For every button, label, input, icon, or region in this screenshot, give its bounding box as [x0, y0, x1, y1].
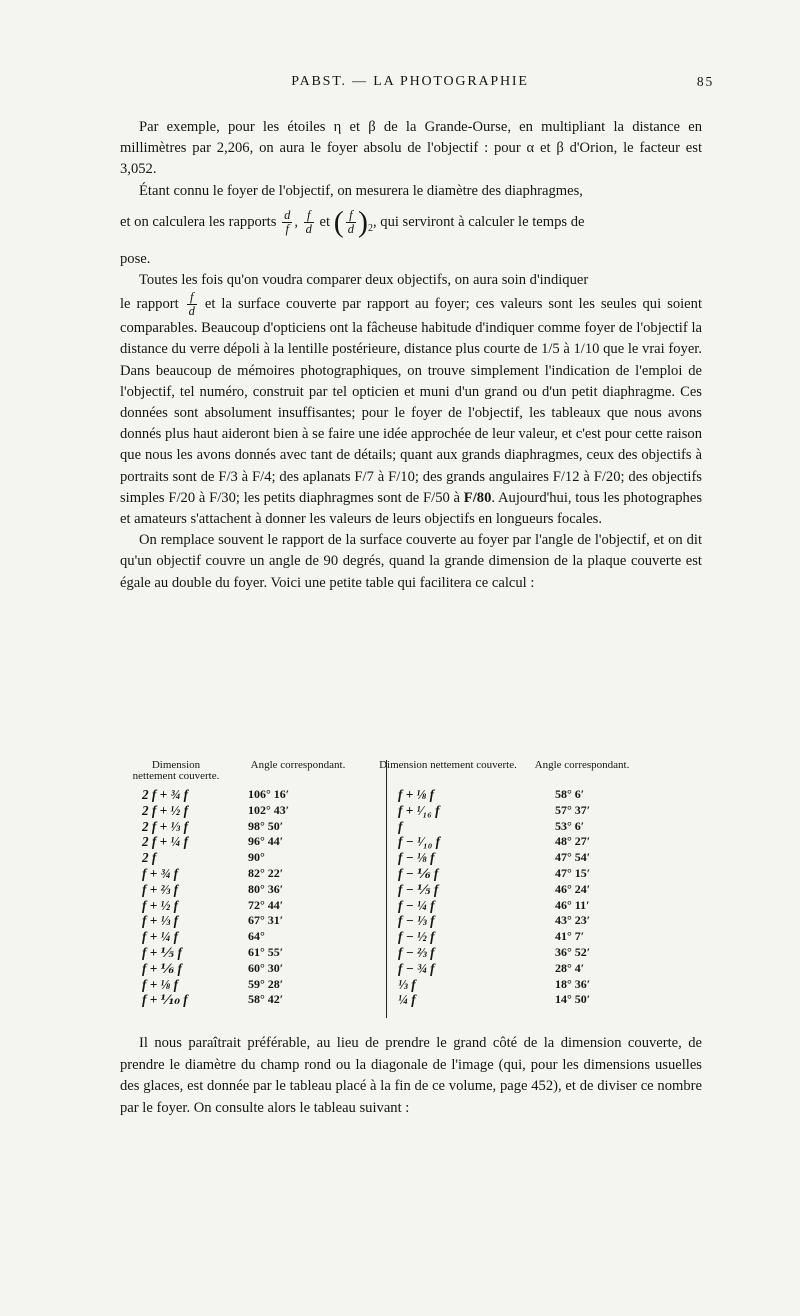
table-cell: f − ⅓ f: [398, 913, 435, 929]
table-cell: f − ½ f: [398, 929, 435, 945]
paragraph-example-stars: Par exemple, pour les étoiles η et β de la Grande-Ourse, en multipliant la distance en millimètres par 2,206, on aura le foyer absolu de l'objectif : pour α et β d'Orion, le facteur est 3,052.: [120, 119, 702, 178]
paragraph-diagonal-method: Il nous paraîtrait préférable, au lieu de prendre le grand côté de la dimension couverte, de prendre le diamètre du champ rond ou la diagonale de l'image (qui, pour les dimensions usuelles des glaces, est donnée par le tableau placé à la fin de ce volume, page 452), et de diviser ce nombre par le foyer. On consulte alors le tableau suivant :: [120, 1035, 702, 1116]
paragraph-end-pose: pose.: [120, 250, 151, 267]
table-cell: f + ⅕ f: [142, 944, 182, 960]
fraction-f-over-d-squared: $\frac{f}{d}$: [347, 207, 354, 236]
column-cells: [248, 787, 289, 1008]
paragraph-focal-ratios: Étant connu le foyer de l'objectif, on mesurera le diamètre des diaphragmes,: [139, 182, 583, 199]
table-cell: 57° 37′: [555, 802, 591, 817]
ratio-formula-line: et on calculera les rapports $\frac{d}{f}$ , $\frac{f}{d}$ et ( $\frac{f}{d}$ )$_2$, qui serviront à calculer le temps de: [120, 205, 585, 239]
table-cell: f + ⅛ f: [142, 976, 179, 992]
table-cell: 96° 44′: [248, 834, 284, 849]
table-cell: f + ⅔ f: [142, 881, 179, 897]
running-header: [120, 74, 714, 100]
table-cell: 2 f + ½ f: [142, 802, 188, 818]
table-cell: 41° 7′: [555, 929, 585, 944]
table-cell: f − ¹⁄₁₀ f: [398, 834, 441, 850]
table-cell: 59° 28′: [248, 976, 284, 991]
paragraph-compare-objectives: Toutes les fois qu'on voudra comparer deux objectifs, on aura soin d'indiquer: [139, 272, 589, 289]
table-cell: f − ⅙ f: [398, 865, 439, 881]
table-cell: 2 f + ¾ f: [142, 787, 188, 802]
fraction-f-over-d-ratio: $\frac{f}{d}$: [188, 290, 195, 319]
table-cell: 46° 24′: [555, 881, 591, 896]
paragraph-ratio-details: le rapport $\frac{f}{d}$ et la surface couverte par rapport au foyer; ces valeurs sont les seules qui soient comparables. Beaucoup d'opticiens ont la fâcheuse habitude d'indiquer comme foyer de l'objectif la distance du verre dépoli à la lentille postérieure, distance plus courte de 1/5 à 1/10 que le vrai foyer. Dans beaucoup de mémoires photographiques, on trouve simplement l'indication de l'emploi de l'objectif, tel numéro, construit par tel opticien et muni d'un grand ou d'un petit diaphragme. Ces données sont absolument insuffisantes; pour le foyer de l'objectif, les tableaux que nous avons donnés plus haut aideront bien à se faire une idée approchée de leur valeur, et c'est pour cette raison que nous les avons donnés avec tant de détails; quant aux grands diaphragmes, ceux des objectifs à portraits sont de F/3 à F/4; des aplanats F/7 à F/10; des grands angulaires F/12 à F/20; des objectifs simples F/20 à F/30; les petits diaphragmes sont de F/50 à F/80. Aujourd'hui, tous les photographes et amateurs s'attachent à donner les valeurs de leurs objectifs en longueurs focales.: [120, 290, 703, 528]
table-cell: 2 f + ¼ f: [142, 834, 188, 850]
column-cells: [142, 787, 188, 1008]
running-title: PABST. — LA PHOTOGRAPHIE: [291, 74, 529, 89]
column-header: Angle correspondant.: [534, 759, 630, 771]
table-cell: 61° 55′: [248, 944, 284, 959]
table-cell: 53° 6′: [555, 818, 585, 833]
table-cell: 48° 27′: [555, 834, 591, 849]
fraction-f-over-d: $\frac{f}{d}$: [305, 207, 312, 236]
table-cell: f + ⅒ f: [142, 992, 188, 1008]
table-cell: f: [398, 818, 403, 834]
table-cell: 82° 22′: [248, 865, 284, 880]
table-cell: 60° 30′: [248, 960, 284, 975]
bold-diaphragm-value: F/80: [463, 489, 492, 506]
table-divider: [386, 760, 387, 1018]
table-cell: f − ¾ f: [398, 960, 435, 976]
table-cell: 58° 6′: [555, 787, 585, 801]
table-cell: f + ½ f: [142, 897, 179, 913]
table-cell: 14° 50′: [555, 992, 591, 1007]
table-cell: 90°: [248, 850, 265, 865]
table-cell: 106° 16′: [248, 787, 290, 801]
column-header: Dimension nettement couverte.: [379, 759, 517, 771]
paragraph-angle-coverage: On remplace souvent le rapport de la surface couverte au foyer par l'angle de l'objectif, et on dit qu'un objectif couvre un angle de 90 degrés, quand la grande dimension de la plaque couverte est égale au double du foyer. Voici une petite table qui facilitera ce calcul :: [120, 532, 702, 591]
table-cell: f − ⅛ f: [398, 850, 435, 866]
table-cell: f − ⅕ f: [398, 881, 439, 897]
table-cell: f − ¼ f: [398, 897, 435, 913]
table-cell: 46° 11′: [555, 897, 590, 912]
table-cell: 67° 31′: [248, 913, 284, 928]
body-text-after-table: [120, 1033, 702, 1119]
table-cell: f − ⅔ f: [398, 944, 435, 960]
table-cell: 28° 4′: [555, 960, 585, 975]
column-cells: [555, 787, 590, 1008]
angle-table: [128, 760, 688, 1018]
table-cell: 80° 36′: [248, 881, 284, 896]
table-cell: ⅓ f: [398, 976, 416, 992]
table-cell: 102° 43′: [248, 802, 290, 817]
table-cell: 98° 50′: [248, 818, 284, 833]
table-cell: 2 f + ⅓ f: [142, 818, 188, 834]
table-cell: 58° 42′: [248, 992, 284, 1007]
table-cell: f + ⅓ f: [142, 913, 179, 929]
table-cell: 43° 23′: [555, 913, 591, 928]
table-cell: 2 f: [142, 850, 157, 866]
table-cell: 36° 52′: [555, 944, 591, 959]
table-cell: f + ¹⁄₁₆ f: [398, 802, 440, 818]
table-cell: f + ¾ f: [142, 865, 179, 881]
column-header: Angle correspondant.: [250, 759, 346, 771]
column-cells: [398, 787, 440, 1008]
table-cell: f + ¼ f: [142, 929, 179, 945]
table-cell: f + ⅙ f: [142, 960, 182, 976]
table-cell: ¼ f: [398, 992, 416, 1008]
body-text: [120, 117, 702, 594]
table-cell: 47° 15′: [555, 865, 591, 880]
table-cell: f + ⅛ f: [398, 787, 435, 802]
table-cell: 18° 36′: [555, 976, 591, 991]
table-cell: 47° 54′: [555, 850, 591, 865]
column-header: Dimension nettement couverte.: [132, 759, 220, 782]
table-cell: 64°: [248, 929, 265, 944]
table-cell: 72° 44′: [248, 897, 284, 912]
fraction-d-over-f: $\frac{d}{f}$: [284, 207, 291, 236]
page-number: 85: [696, 74, 714, 89]
